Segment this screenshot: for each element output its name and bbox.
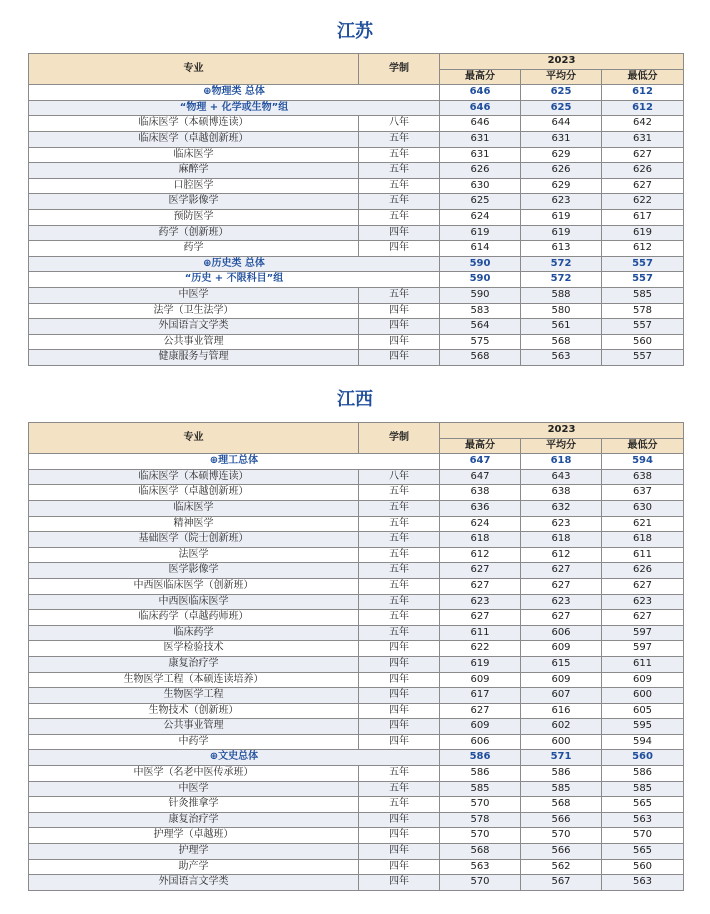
cell-max: 590: [440, 287, 521, 303]
cell-years: 四年: [359, 703, 440, 719]
cell-years: 四年: [359, 859, 440, 875]
cell-years: 五年: [359, 766, 440, 782]
cell-major: 医学影像学: [29, 563, 359, 579]
cell-major: 精神医学: [29, 516, 359, 532]
cell-min: 578: [602, 303, 684, 319]
header-major: 专业: [29, 423, 359, 454]
cell-avg: 623: [521, 516, 602, 532]
cell-years: 五年: [359, 147, 440, 163]
cell-min: 609: [602, 672, 684, 688]
cell-avg: 568: [521, 334, 602, 350]
cell-major: 法学（卫生法学）: [29, 303, 359, 319]
cell-max: 563: [440, 859, 521, 875]
cell-avg: 643: [521, 469, 602, 485]
cell-years: 四年: [359, 828, 440, 844]
table-row: [29, 163, 684, 179]
header-min: 最低分: [602, 438, 684, 454]
cell-major: 临床医学（本硕博连读）: [29, 116, 359, 132]
cell-min: 570: [602, 828, 684, 844]
cell-min: 626: [602, 163, 684, 179]
cell-min: 622: [602, 194, 684, 210]
header-min: 最低分: [602, 69, 684, 85]
cell-major: 预防医学: [29, 209, 359, 225]
cell-max: 623: [440, 594, 521, 610]
cell-avg: 567: [521, 875, 602, 891]
cell-avg: 612: [521, 547, 602, 563]
cell-min: 627: [602, 578, 684, 594]
cell-avg: 619: [521, 225, 602, 241]
cell-major: ⊕历史类 总体: [29, 256, 440, 272]
cell-max: 627: [440, 563, 521, 579]
table-row: [29, 225, 684, 241]
cell-min: 611: [602, 656, 684, 672]
table-row: [29, 563, 684, 579]
header-major: 专业: [29, 54, 359, 85]
cell-min: 565: [602, 797, 684, 813]
table-row: [29, 766, 684, 782]
cell-min: 612: [602, 241, 684, 257]
table-row: [29, 578, 684, 594]
table-row: [29, 656, 684, 672]
cell-max: 570: [440, 797, 521, 813]
cell-min: 594: [602, 734, 684, 750]
score-table-jiangxi: [28, 422, 684, 891]
cell-max: 627: [440, 703, 521, 719]
cell-major: 生物技术（创新班）: [29, 703, 359, 719]
cell-avg: 623: [521, 594, 602, 610]
cell-years: 四年: [359, 350, 440, 366]
table-row: [29, 334, 684, 350]
table-row: [29, 797, 684, 813]
cell-max: 627: [440, 578, 521, 594]
cell-max: 575: [440, 334, 521, 350]
cell-avg: 627: [521, 578, 602, 594]
cell-max: 568: [440, 844, 521, 860]
table-row: [29, 194, 684, 210]
cell-max: 583: [440, 303, 521, 319]
table-row: [29, 516, 684, 532]
cell-min: 630: [602, 500, 684, 516]
cell-max: 590: [440, 256, 521, 272]
cell-major: 健康服务与管理: [29, 350, 359, 366]
cell-min: 627: [602, 610, 684, 626]
table-row: [29, 594, 684, 610]
cell-min: 585: [602, 287, 684, 303]
cell-max: 570: [440, 828, 521, 844]
table-row: [29, 303, 684, 319]
header-years: 学制: [359, 423, 440, 454]
cell-avg: 619: [521, 209, 602, 225]
cell-years: 四年: [359, 303, 440, 319]
cell-avg: 566: [521, 844, 602, 860]
cell-years: 四年: [359, 875, 440, 891]
cell-min: 585: [602, 781, 684, 797]
cell-major: 临床药学（卓越药师班）: [29, 610, 359, 626]
cell-min: 557: [602, 256, 684, 272]
cell-max: 611: [440, 625, 521, 641]
cell-min: 565: [602, 844, 684, 860]
cell-avg: 629: [521, 147, 602, 163]
cell-avg: 627: [521, 610, 602, 626]
cell-years: 五年: [359, 625, 440, 641]
cell-years: 五年: [359, 485, 440, 501]
cell-years: 五年: [359, 781, 440, 797]
header-year: 2023: [440, 54, 684, 70]
cell-avg: 580: [521, 303, 602, 319]
cell-min: 560: [602, 750, 684, 766]
table-row: [29, 469, 684, 485]
cell-avg: 625: [521, 100, 602, 116]
table-row: [29, 641, 684, 657]
cell-min: 557: [602, 319, 684, 335]
table-row: [29, 287, 684, 303]
cell-max: 617: [440, 688, 521, 704]
cell-min: 619: [602, 225, 684, 241]
cell-major: 公共事业管理: [29, 334, 359, 350]
table-row: [29, 116, 684, 132]
cell-min: 612: [602, 100, 684, 116]
cell-avg: 563: [521, 350, 602, 366]
cell-major: 中医学: [29, 287, 359, 303]
cell-years: 四年: [359, 734, 440, 750]
cell-years: 五年: [359, 578, 440, 594]
cell-min: 563: [602, 875, 684, 891]
cell-years: 五年: [359, 547, 440, 563]
cell-avg: 644: [521, 116, 602, 132]
group-row: [29, 750, 684, 766]
cell-avg: 618: [521, 454, 602, 470]
cell-years: 四年: [359, 812, 440, 828]
cell-years: 四年: [359, 688, 440, 704]
table-row: [29, 703, 684, 719]
cell-avg: 607: [521, 688, 602, 704]
cell-years: 五年: [359, 797, 440, 813]
cell-max: 627: [440, 610, 521, 626]
cell-min: 563: [602, 812, 684, 828]
cell-min: 600: [602, 688, 684, 704]
cell-major: 康复治疗学: [29, 656, 359, 672]
cell-avg: 625: [521, 85, 602, 101]
cell-major: 生物医学工程: [29, 688, 359, 704]
table-row: [29, 547, 684, 563]
cell-min: 560: [602, 859, 684, 875]
cell-major: 医学检验技术: [29, 641, 359, 657]
group-row: [29, 454, 684, 470]
cell-years: 四年: [359, 672, 440, 688]
cell-avg: 638: [521, 485, 602, 501]
table-row: [29, 875, 684, 891]
cell-major: 临床医学（卓越创新班）: [29, 485, 359, 501]
cell-major: 公共事业管理: [29, 719, 359, 735]
header-year: 2023: [440, 423, 684, 439]
cell-major: 麻醉学: [29, 163, 359, 179]
cell-max: 606: [440, 734, 521, 750]
table-row: [29, 500, 684, 516]
cell-avg: 585: [521, 781, 602, 797]
cell-years: 四年: [359, 241, 440, 257]
cell-max: 631: [440, 147, 521, 163]
cell-max: 647: [440, 454, 521, 470]
cell-min: 605: [602, 703, 684, 719]
cell-years: 四年: [359, 225, 440, 241]
cell-min: 627: [602, 178, 684, 194]
cell-min: 597: [602, 625, 684, 641]
cell-major: 口腔医学: [29, 178, 359, 194]
table-row: [29, 828, 684, 844]
cell-max: 646: [440, 85, 521, 101]
cell-min: 626: [602, 563, 684, 579]
table-row: [29, 209, 684, 225]
cell-years: 五年: [359, 563, 440, 579]
table-row: [29, 688, 684, 704]
cell-avg: 606: [521, 625, 602, 641]
table-row: [29, 350, 684, 366]
cell-major: 临床医学（卓越创新班）: [29, 131, 359, 147]
cell-years: 五年: [359, 610, 440, 626]
cell-major: 基础医学（院士创新班）: [29, 532, 359, 548]
cell-max: 586: [440, 750, 521, 766]
cell-avg: 623: [521, 194, 602, 210]
cell-avg: 602: [521, 719, 602, 735]
cell-years: 五年: [359, 163, 440, 179]
cell-years: 八年: [359, 469, 440, 485]
cell-major: 助产学: [29, 859, 359, 875]
group-row: [29, 85, 684, 101]
cell-major: 药学: [29, 241, 359, 257]
cell-max: 624: [440, 516, 521, 532]
cell-avg: 613: [521, 241, 602, 257]
cell-min: 557: [602, 272, 684, 288]
table-row: [29, 844, 684, 860]
cell-major: 法医学: [29, 547, 359, 563]
header-max: 最高分: [440, 69, 521, 85]
cell-avg: 609: [521, 672, 602, 688]
cell-years: 四年: [359, 319, 440, 335]
cell-avg: 626: [521, 163, 602, 179]
table-row: [29, 178, 684, 194]
cell-avg: 629: [521, 178, 602, 194]
cell-major: 生物医学工程（本硕连读培养）: [29, 672, 359, 688]
cell-max: 646: [440, 116, 521, 132]
cell-years: 四年: [359, 641, 440, 657]
cell-major: 中西医临床医学（创新班）: [29, 578, 359, 594]
cell-major: “物理 + 化学或生物”组: [29, 100, 440, 116]
cell-years: 五年: [359, 287, 440, 303]
group-row: [29, 256, 684, 272]
table-body-jiangsu: [29, 85, 684, 366]
cell-min: 560: [602, 334, 684, 350]
cell-avg: 631: [521, 131, 602, 147]
cell-max: 568: [440, 350, 521, 366]
cell-max: 638: [440, 485, 521, 501]
cell-max: 619: [440, 656, 521, 672]
section-title-jiangxi: 江西: [337, 389, 373, 410]
cell-avg: 562: [521, 859, 602, 875]
cell-major: 临床医学: [29, 147, 359, 163]
cell-major: 中西医临床医学: [29, 594, 359, 610]
cell-max: 609: [440, 719, 521, 735]
cell-min: 642: [602, 116, 684, 132]
cell-avg: 561: [521, 319, 602, 335]
cell-major: 临床医学（本硕博连读）: [29, 469, 359, 485]
header-years: 学制: [359, 54, 440, 85]
cell-avg: 586: [521, 766, 602, 782]
cell-major: 中药学: [29, 734, 359, 750]
cell-min: 627: [602, 147, 684, 163]
cell-min: 621: [602, 516, 684, 532]
table-row: [29, 859, 684, 875]
cell-major: 中医学（名老中医传承班）: [29, 766, 359, 782]
cell-min: 617: [602, 209, 684, 225]
cell-major: 护理学（卓越班）: [29, 828, 359, 844]
table-row: [29, 610, 684, 626]
header-avg: 平均分: [521, 69, 602, 85]
cell-major: 外国语言文学类: [29, 319, 359, 335]
cell-major: ⊕文史总体: [29, 750, 440, 766]
header-avg: 平均分: [521, 438, 602, 454]
cell-major: 外国语言文学类: [29, 875, 359, 891]
cell-max: 619: [440, 225, 521, 241]
group-row: [29, 272, 684, 288]
cell-max: 614: [440, 241, 521, 257]
table-row: [29, 781, 684, 797]
cell-major: 康复治疗学: [29, 812, 359, 828]
cell-max: 624: [440, 209, 521, 225]
cell-min: 631: [602, 131, 684, 147]
table-row: [29, 532, 684, 548]
cell-years: 四年: [359, 334, 440, 350]
cell-years: 四年: [359, 656, 440, 672]
table-row: [29, 672, 684, 688]
cell-min: 612: [602, 85, 684, 101]
cell-min: 637: [602, 485, 684, 501]
table-body-jiangxi: [29, 454, 684, 891]
score-table-jiangsu: [28, 53, 684, 366]
cell-min: 623: [602, 594, 684, 610]
cell-max: 626: [440, 163, 521, 179]
cell-min: 638: [602, 469, 684, 485]
cell-major: 护理学: [29, 844, 359, 860]
cell-min: 618: [602, 532, 684, 548]
cell-max: 612: [440, 547, 521, 563]
cell-min: 594: [602, 454, 684, 470]
cell-max: 647: [440, 469, 521, 485]
cell-years: 五年: [359, 594, 440, 610]
cell-avg: 615: [521, 656, 602, 672]
cell-major: 中医学: [29, 781, 359, 797]
table-row: [29, 719, 684, 735]
cell-max: 646: [440, 100, 521, 116]
cell-avg: 588: [521, 287, 602, 303]
cell-avg: 566: [521, 812, 602, 828]
section-title-jiangsu: 江苏: [337, 21, 373, 42]
cell-major: “历史 + 不限科目”组: [29, 272, 440, 288]
cell-major: ⊕理工总体: [29, 454, 440, 470]
cell-max: 586: [440, 766, 521, 782]
cell-major: 医学影像学: [29, 194, 359, 210]
cell-years: 五年: [359, 516, 440, 532]
cell-max: 564: [440, 319, 521, 335]
header-max: 最高分: [440, 438, 521, 454]
cell-max: 578: [440, 812, 521, 828]
group-row: [29, 100, 684, 116]
cell-years: 五年: [359, 178, 440, 194]
cell-years: 八年: [359, 116, 440, 132]
cell-max: 585: [440, 781, 521, 797]
table-row: [29, 241, 684, 257]
cell-avg: 568: [521, 797, 602, 813]
cell-max: 590: [440, 272, 521, 288]
cell-years: 五年: [359, 131, 440, 147]
cell-years: 五年: [359, 532, 440, 548]
cell-years: 五年: [359, 209, 440, 225]
cell-max: 618: [440, 532, 521, 548]
table-row: [29, 734, 684, 750]
table-row: [29, 812, 684, 828]
cell-min: 586: [602, 766, 684, 782]
table-row: [29, 131, 684, 147]
cell-major: 药学（创新班）: [29, 225, 359, 241]
cell-years: 五年: [359, 194, 440, 210]
cell-years: 四年: [359, 844, 440, 860]
cell-max: 622: [440, 641, 521, 657]
cell-max: 630: [440, 178, 521, 194]
cell-avg: 609: [521, 641, 602, 657]
table-row: [29, 625, 684, 641]
cell-years: 四年: [359, 719, 440, 735]
cell-major: 临床药学: [29, 625, 359, 641]
cell-avg: 627: [521, 563, 602, 579]
cell-avg: 618: [521, 532, 602, 548]
cell-min: 595: [602, 719, 684, 735]
cell-max: 636: [440, 500, 521, 516]
table-row: [29, 147, 684, 163]
cell-avg: 572: [521, 272, 602, 288]
cell-avg: 570: [521, 828, 602, 844]
cell-max: 609: [440, 672, 521, 688]
cell-avg: 600: [521, 734, 602, 750]
cell-major: ⊕物理类 总体: [29, 85, 440, 101]
cell-avg: 571: [521, 750, 602, 766]
cell-min: 557: [602, 350, 684, 366]
cell-min: 611: [602, 547, 684, 563]
cell-min: 597: [602, 641, 684, 657]
cell-major: 针灸推拿学: [29, 797, 359, 813]
cell-max: 631: [440, 131, 521, 147]
cell-major: 临床医学: [29, 500, 359, 516]
cell-max: 570: [440, 875, 521, 891]
cell-years: 五年: [359, 500, 440, 516]
cell-max: 625: [440, 194, 521, 210]
cell-avg: 632: [521, 500, 602, 516]
table-row: [29, 485, 684, 501]
cell-avg: 616: [521, 703, 602, 719]
cell-avg: 572: [521, 256, 602, 272]
table-row: [29, 319, 684, 335]
